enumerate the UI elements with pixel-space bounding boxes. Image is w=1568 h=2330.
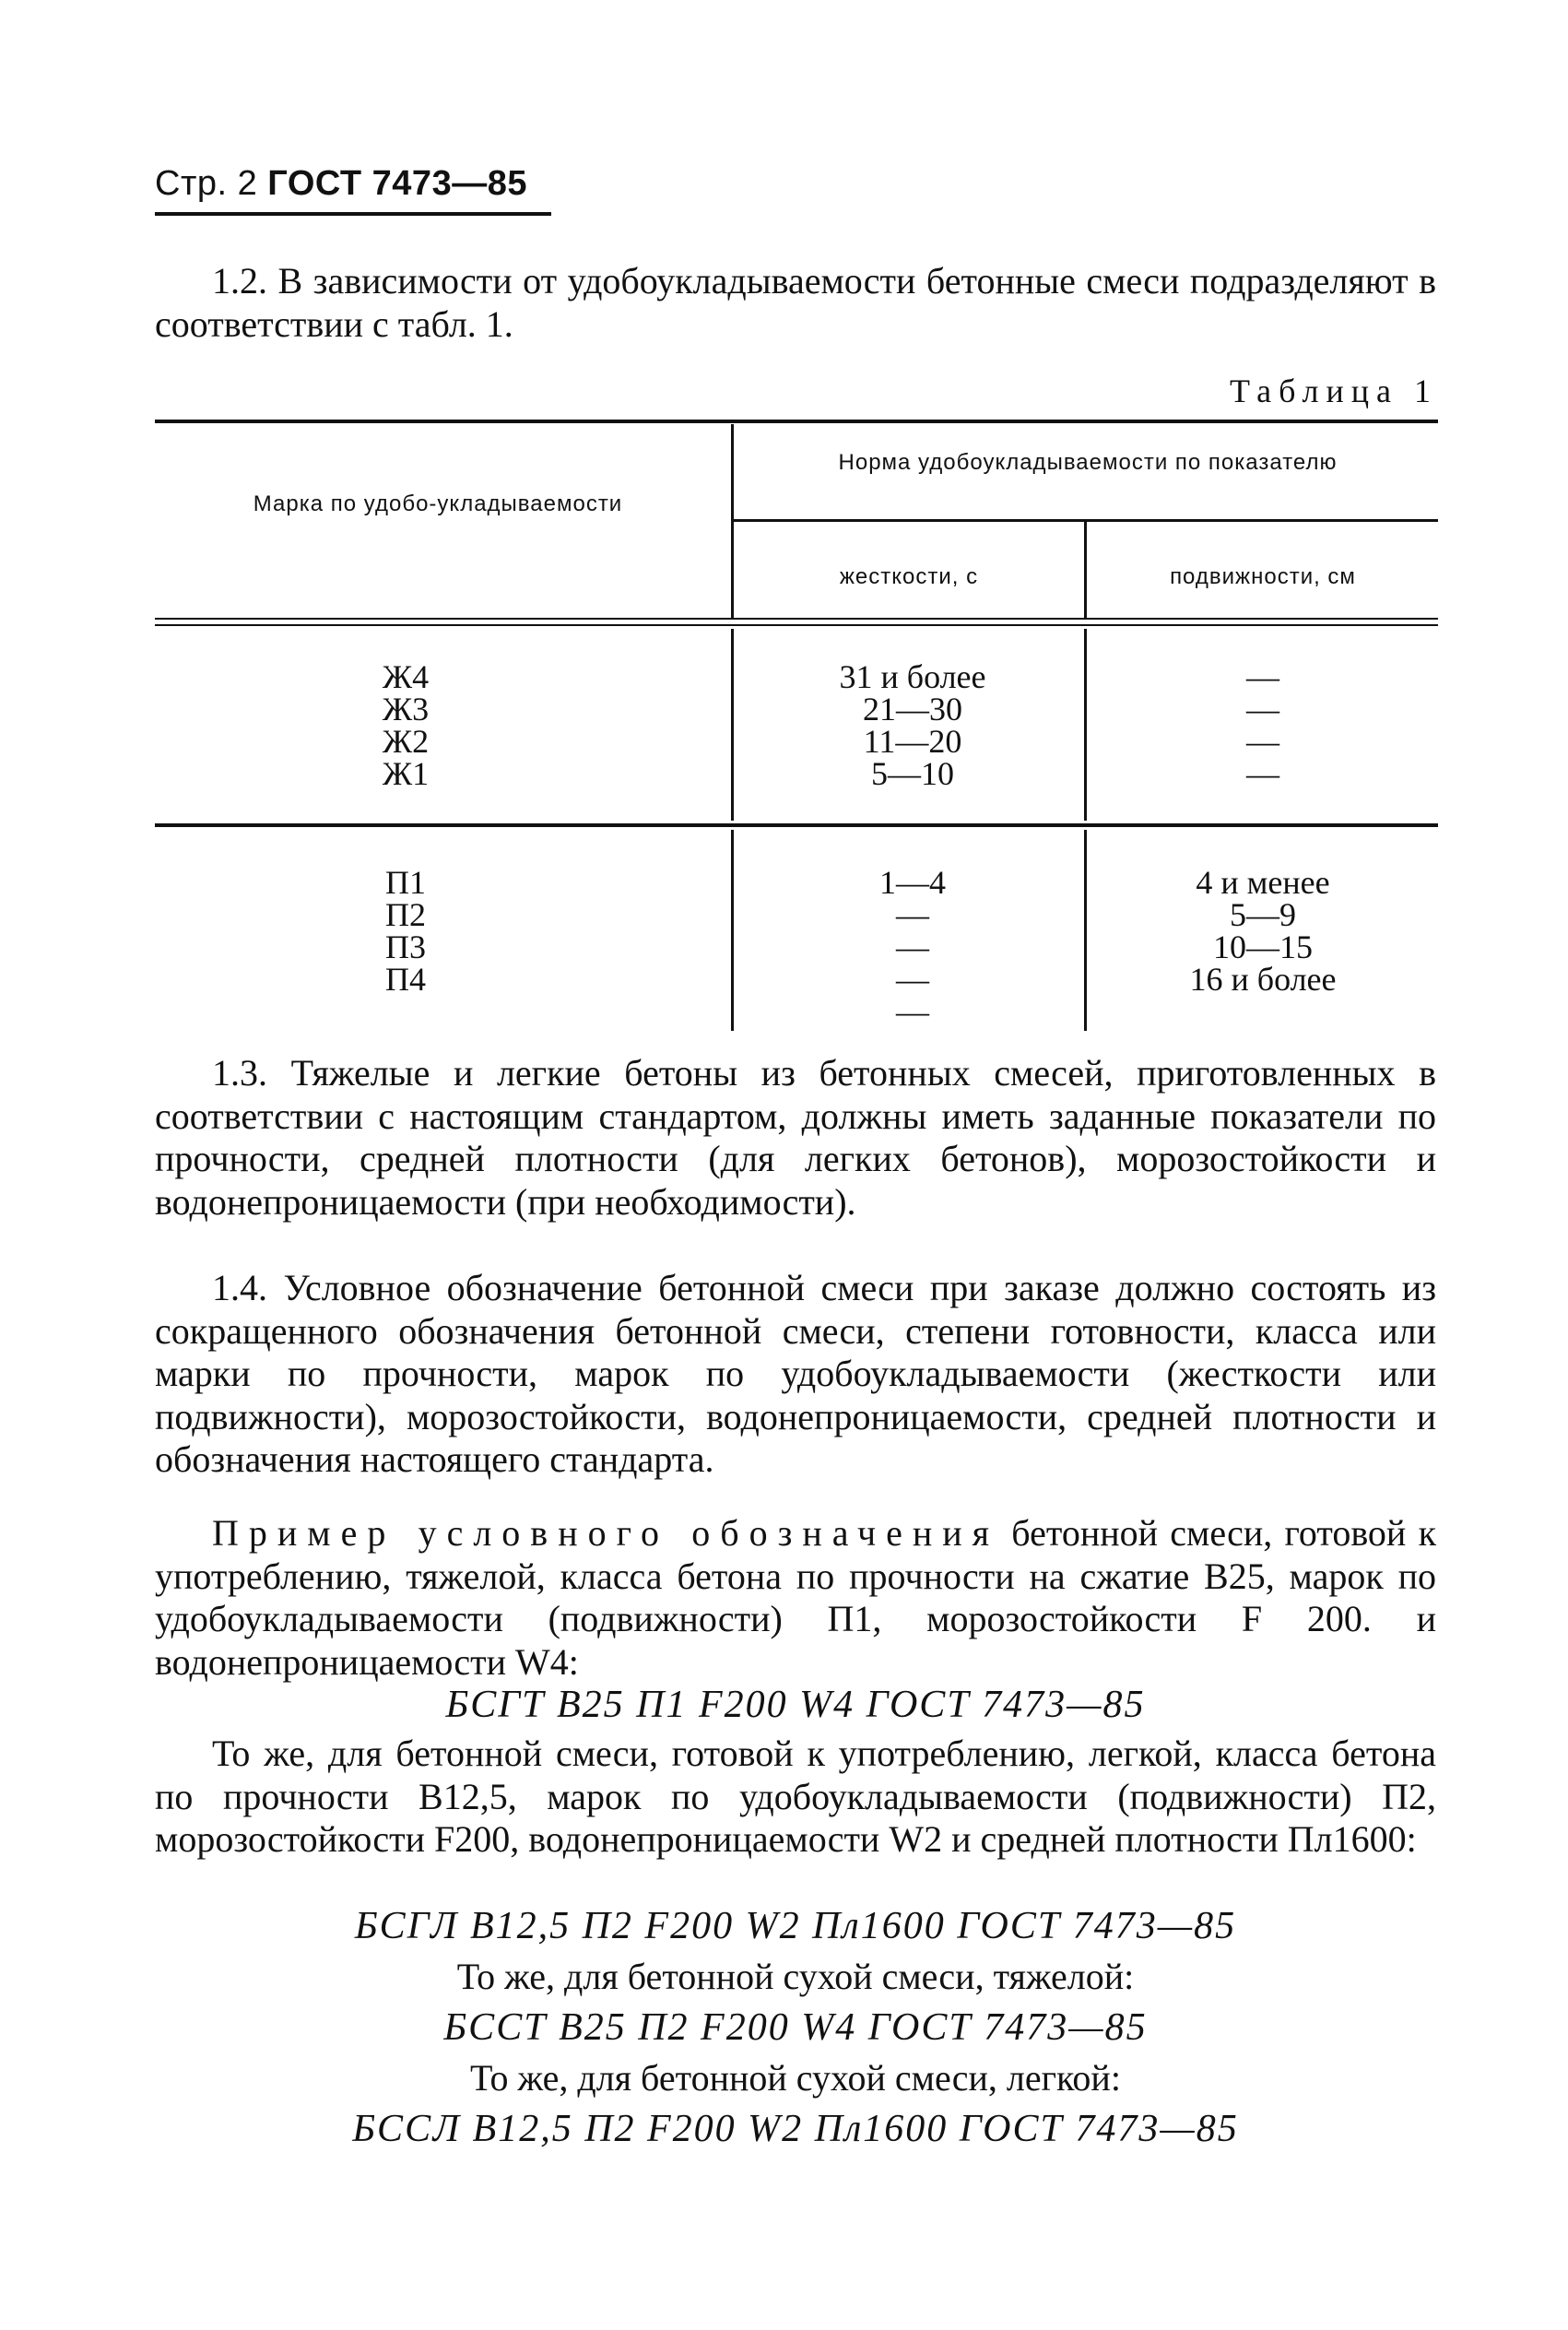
page-number: Стр. 2	[155, 164, 258, 203]
table-vertical-divider-2	[1084, 522, 1087, 620]
table-vertical-divider-1-g1	[731, 629, 734, 821]
standard-code: ГОСТ 7473—85	[267, 164, 527, 203]
line-dry-light: То же, для бетонной сухой смеси, легкой:	[470, 2057, 1121, 2099]
g2-mobility-column	[1106, 864, 1420, 998]
table-top-rule	[155, 420, 1438, 423]
line-dry-heavy: То же, для бетонной сухой смеси, тяжелой:	[456, 1956, 1135, 1997]
table-cell: 5—10	[871, 755, 954, 792]
group-separator-rule	[155, 823, 1438, 827]
table-caption: Таблица 1	[1230, 373, 1438, 409]
table-cell: Ж3	[382, 691, 430, 727]
col-header-group: Норма удобоукладываемости по показателю	[838, 450, 1338, 475]
header-double-rule-b	[155, 624, 1438, 626]
table-cell: П1	[385, 864, 426, 901]
table-cell: П4	[385, 961, 426, 998]
designation-example-1: БСГТ В25 П1 F200 W4 ГОСТ 7473—85	[445, 1684, 1146, 1726]
table-cell: П2	[385, 896, 426, 933]
table-cell: 16 и более	[1189, 961, 1337, 998]
table-cell: —	[896, 896, 929, 933]
table-cell: Ж2	[382, 723, 430, 760]
col-header-mark: Марка по удобо-укладываемости	[253, 491, 623, 516]
section-1-4: 1.4. Условное обозначение бетонной смеси при заказе должно состоять из сокращенного обозначения бетонной смеси, степени готовности, класса или марки по прочности, марок по удобоукладываемости (жесткости или подвижности), морозостойкости, водонепроницаемости, средней плотности и обозначения настоящего стандарта.	[155, 1267, 1436, 1480]
designation-example-2: БСГЛ В12,5 П2 F200 W2 Пл1600 ГОСТ 7473—85	[354, 1905, 1237, 1947]
table-cell: 31 и более	[839, 658, 986, 695]
designation-example-3: БССТ В25 П2 F200 W4 ГОСТ 7473—85	[443, 2006, 1148, 2049]
table-cell: 5—9	[1230, 896, 1296, 933]
header-double-rule-a	[155, 618, 1438, 620]
table-cell: Ж4	[382, 658, 430, 695]
table-cell: —	[1246, 723, 1279, 760]
table-cell: 10—15	[1213, 928, 1313, 965]
table-cell: 1—4	[879, 864, 946, 901]
g1-stiffness-column	[756, 658, 1069, 792]
table-cell: —	[896, 928, 929, 965]
section-1-2: 1.2. В зависимости от удобоукладываемости бетонные смеси подразделяют в соответствии с табл. 1.	[155, 260, 1436, 345]
example-lead: Пример условного обозначения	[212, 1512, 1000, 1554]
table-cell: —	[896, 961, 929, 998]
table-cell: 4 и менее	[1196, 864, 1330, 901]
table-cell: Ж1	[382, 755, 430, 792]
table-cell: —	[896, 993, 929, 1030]
table-vertical-divider-1	[731, 424, 734, 620]
para-same-light: То же, для бетонной смеси, готовой к употреблению, легкой, класса бетона по прочности В12,5, марок по удобоукладываемости (подвижности) П2, морозостойкости F200, водонепроницаемости W2 и средней плотности Пл1600:	[155, 1733, 1436, 1860]
table-cell: —	[1246, 658, 1279, 695]
header-rule	[155, 212, 551, 216]
table-vertical-divider-2-g2	[1084, 830, 1087, 1031]
table-cell: —	[1246, 691, 1279, 727]
table-vertical-divider-1-g2	[731, 830, 734, 1031]
table-cell: П3	[385, 928, 426, 965]
table-cell: 21—30	[863, 691, 962, 727]
table-vertical-divider-2-g1	[1084, 629, 1087, 821]
g2-stiffness-column	[756, 864, 1069, 1030]
designation-example-4: БССЛ В12,5 П2 F200 W2 Пл1600 ГОСТ 7473—85	[352, 2108, 1239, 2150]
example-intro-text: бетонной смеси, готовой к употреблению, тяжелой, класса бетона по прочности на сжатие В25, марок по удобоукладываемости (подвижности) П1, морозостойкости F 200. и водонепроницаемости W4:	[155, 1512, 1436, 1683]
page-header	[155, 164, 527, 204]
col-header-stiffness: жесткости, с	[839, 564, 979, 589]
g1-marks-column	[277, 658, 535, 792]
table-cell: 11—20	[863, 723, 962, 760]
g1-mobility-column	[1143, 658, 1383, 792]
example-intro	[155, 1512, 1436, 1684]
section-1-3: 1.3. Тяжелые и легкие бетоны из бетонных смесей, приготовленных в соответствии с настоящим стандартом, должны иметь заданные показатели по прочности, средней плотности (для легких бетонов), морозостойкости и водонепроницаемости (при необходимости).	[155, 1052, 1436, 1223]
table-cell: —	[1246, 755, 1279, 792]
col-header-mobility: подвижности, см	[1170, 564, 1356, 589]
g2-marks-column	[277, 864, 535, 998]
